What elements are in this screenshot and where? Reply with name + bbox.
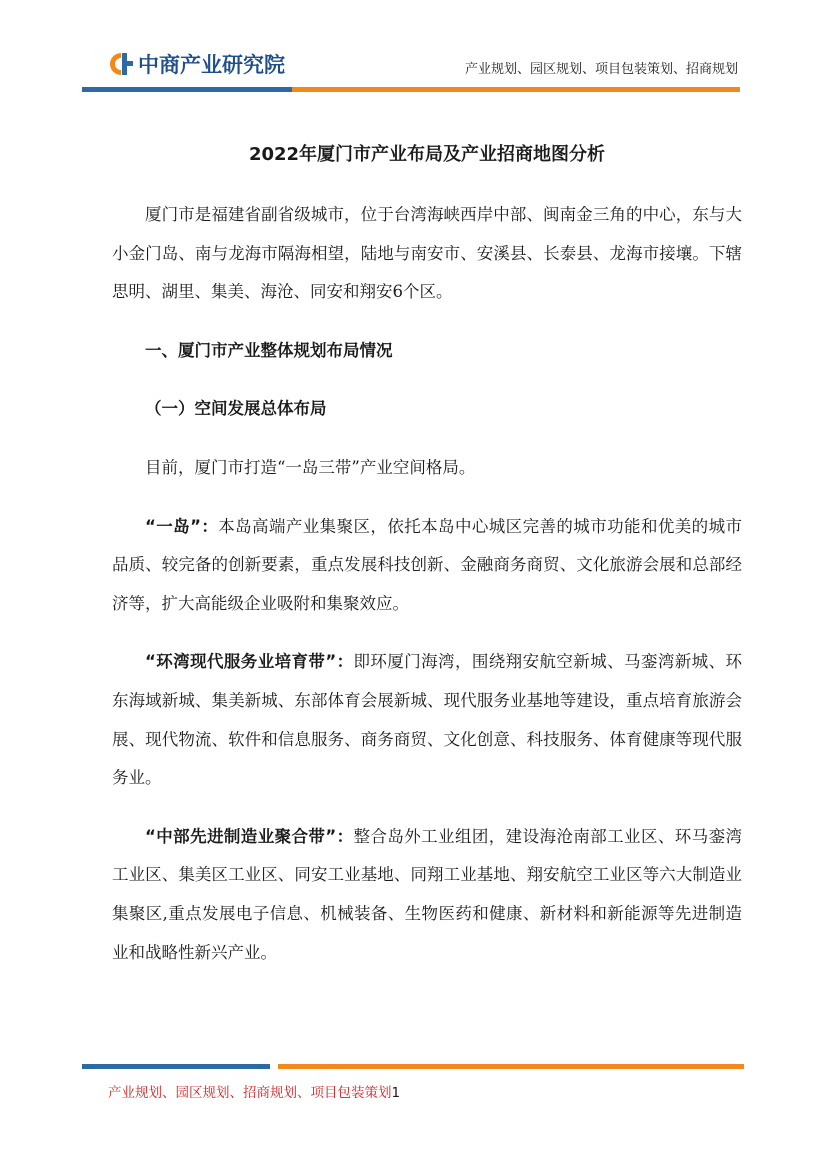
document-title: 2022年厦门市产业布局及产业招商地图分析	[248, 144, 606, 165]
item-term: “一岛”：	[145, 516, 219, 536]
subsection-heading: （一）空间发展总体布局	[145, 399, 327, 419]
section-heading: 一、厦门市产业整体规划布局情况	[145, 340, 393, 360]
header-rule-orange	[292, 87, 740, 92]
logo-text: 中商产业研究院	[138, 53, 285, 77]
item-term: “环湾现代服务业培育带”：	[145, 652, 354, 672]
pattern-intro-paragraph: 目前，厦门市打造“一岛三带”产业空间格局。	[145, 457, 476, 477]
header-rule-blue	[82, 87, 292, 92]
item-paragraph-manufacturing-belt	[112, 818, 742, 972]
document-body	[112, 138, 742, 972]
footer-slogan: 产业规划、园区规划、招商规划、项目包装策划	[108, 1085, 392, 1101]
header-slogan: 产业规划、园区规划、项目包装策划、招商规划	[464, 62, 738, 77]
item-term: “中部先进制造业聚合带”：	[145, 826, 354, 846]
item-text: 本岛高端产业集聚区，依托本岛中心城区完善的城市功能和优美的城市品质、较完备的创新要素，重点发展科技创新、金融商务商贸、文化旅游会展和总部经济等，扩大高能级企业吸附和集聚效应。	[112, 516, 742, 613]
page-footer	[108, 1081, 400, 1101]
page-header	[0, 0, 827, 100]
logo-icon	[108, 51, 134, 77]
item-paragraph-island	[112, 508, 742, 624]
page-number: 1	[391, 1085, 401, 1101]
footer-rule-orange	[278, 1064, 744, 1069]
item-text: 整合岛外工业组团，建设海沧南部工业区、环马銮湾工业区、集美区工业区、同安工业基地、同翔工业基地、翔安航空工业区等六大制造业集聚区,重点发展电子信息、机械装备、生物医药和健康、新材料和新能源等先进制造业和战略性新兴产业。	[112, 826, 742, 962]
intro-paragraph: 厦门市是福建省副省级城市，位于台湾海峡西岸中部、闽南金三角的中心，东与大小金门岛、南与龙海市隔海相望，陆地与南安市、安溪县、长泰县、龙海市接壤。下辖思明、湖里、集美、海沧、同安和翔安6个区。	[112, 205, 742, 302]
company-logo	[108, 49, 285, 79]
footer-rule-blue	[82, 1064, 270, 1069]
item-paragraph-service-belt	[112, 643, 742, 797]
item-text: 即环厦门海湾，围绕翔安航空新城、马銮湾新城、环东海域新城、集美新城、东部体育会展新城、现代服务业基地等建设，重点培育旅游会展、现代物流、软件和信息服务、商务商贸、文化创意、科技服务、体育健康等现代服务业。	[112, 652, 742, 788]
